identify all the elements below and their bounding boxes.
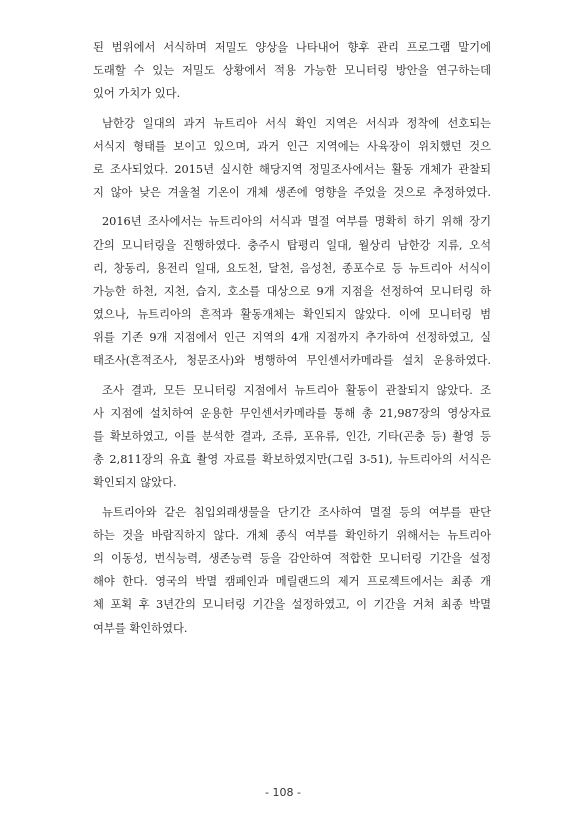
text-line: 의 이동성, 번식능력, 생존능력 등을 감안하여 적합한 모니터링 기간을 설정: [93, 551, 491, 565]
text-line: 있어 가치가 있다.: [93, 87, 181, 101]
text-line: 도래할 수 있는 저밀도 상황에서 적용 가능한 모니터링 방안을 연구하는데: [93, 64, 491, 78]
page-body: [93, 36, 491, 646]
paragraph-4: [93, 379, 491, 495]
paragraph-5: [93, 501, 491, 640]
text-line: 가능한 하천, 지천, 습지, 호소를 대상으로 9개 지점을 선정하여 모니터링 하: [93, 284, 491, 298]
text-line: 였으나, 뉴트리아의 흔적과 활동개체는 확인되지 않았다. 이에 모니터링 범: [93, 308, 491, 322]
paragraph-3: [93, 210, 491, 372]
text-line: 서식지 형태를 보이고 있으며, 과거 인근 지역에는 사육장이 위치했던 것으: [93, 139, 491, 153]
text-line: 총 2,811장의 유효 촬영 자료를 확보하였지만(그림 3-51), 뉴트리아의 서식은: [93, 453, 491, 467]
text-line: 하는 것을 바람직하지 않다. 개체 종식 여부를 확인하기 위해서는 뉴트리아: [93, 528, 491, 542]
text-line: 여부를 확인하였다.: [93, 621, 188, 635]
text-line: 지 않아 낮은 겨울철 기온이 개체 생존에 영향을 주었을 것으로 추정하였다.: [93, 186, 491, 200]
text-line: 위를 기존 9개 지점에서 인근 지역의 4개 지점까지 추가하여 선정하였고, 실: [93, 331, 491, 345]
text-line: 해야 한다. 영국의 박멸 캠페인과 메릴랜드의 제거 프로젝트에서는 최종 개: [93, 575, 491, 589]
text-line: 로 조사되었다. 2015년 실시한 해당지역 정밀조사에서는 활동 개체가 관찰되: [93, 162, 491, 176]
text-line: 체 포획 후 3년간의 모니터링 기간을 설정하였고, 이 기간을 거쳐 최종 박멸: [93, 598, 491, 612]
text-line: 간의 모니터링을 진행하였다. 충주시 탑평리 일대, 월상리 남한강 지류, 오석: [93, 238, 491, 252]
text-line: 된 범위에서 서식하며 저밀도 양상을 나타내어 향후 관리 프로그램 말기에: [93, 41, 491, 54]
paragraph-2: [93, 112, 491, 205]
text-line: 남한강 일대의 과거 뉴트리아 서식 확인 지역은 서식과 정착에 선호되는: [102, 116, 491, 130]
page-number: - 108 -: [265, 786, 301, 799]
text-line: 태조사(흔적조사, 청문조사)와 병행하여 무인센서카메라를 설치 운용하였다.: [93, 354, 491, 368]
text-line: 리, 창동리, 용전리 일대, 요도천, 달천, 음성천, 종포수로 등 뉴트리아 서식이: [93, 261, 491, 275]
text-line: 뉴트리아와 같은 침입외래생물을 단기간 조사하여 멸절 등의 여부를 판단: [102, 505, 491, 519]
text-line: 를 확보하였고, 이를 분석한 결과, 조류, 포유류, 인간, 기타(곤충 등) 촬영 등: [93, 430, 491, 443]
text-line: 2016년 조사에서는 뉴트리아의 서식과 멸절 여부를 명확히 하기 위해 장기: [102, 215, 491, 229]
text-line: 조사 결과, 모든 모니터링 지점에서 뉴트리아 활동이 관찰되지 않았다. 조: [102, 383, 491, 397]
paragraph-1: [93, 36, 491, 106]
text-line: 확인되지 않았다.: [93, 476, 177, 490]
text-line: 사 지점에 설치하여 운용한 무인센서카메라를 통해 총 21,987장의 영상자료: [93, 406, 491, 420]
